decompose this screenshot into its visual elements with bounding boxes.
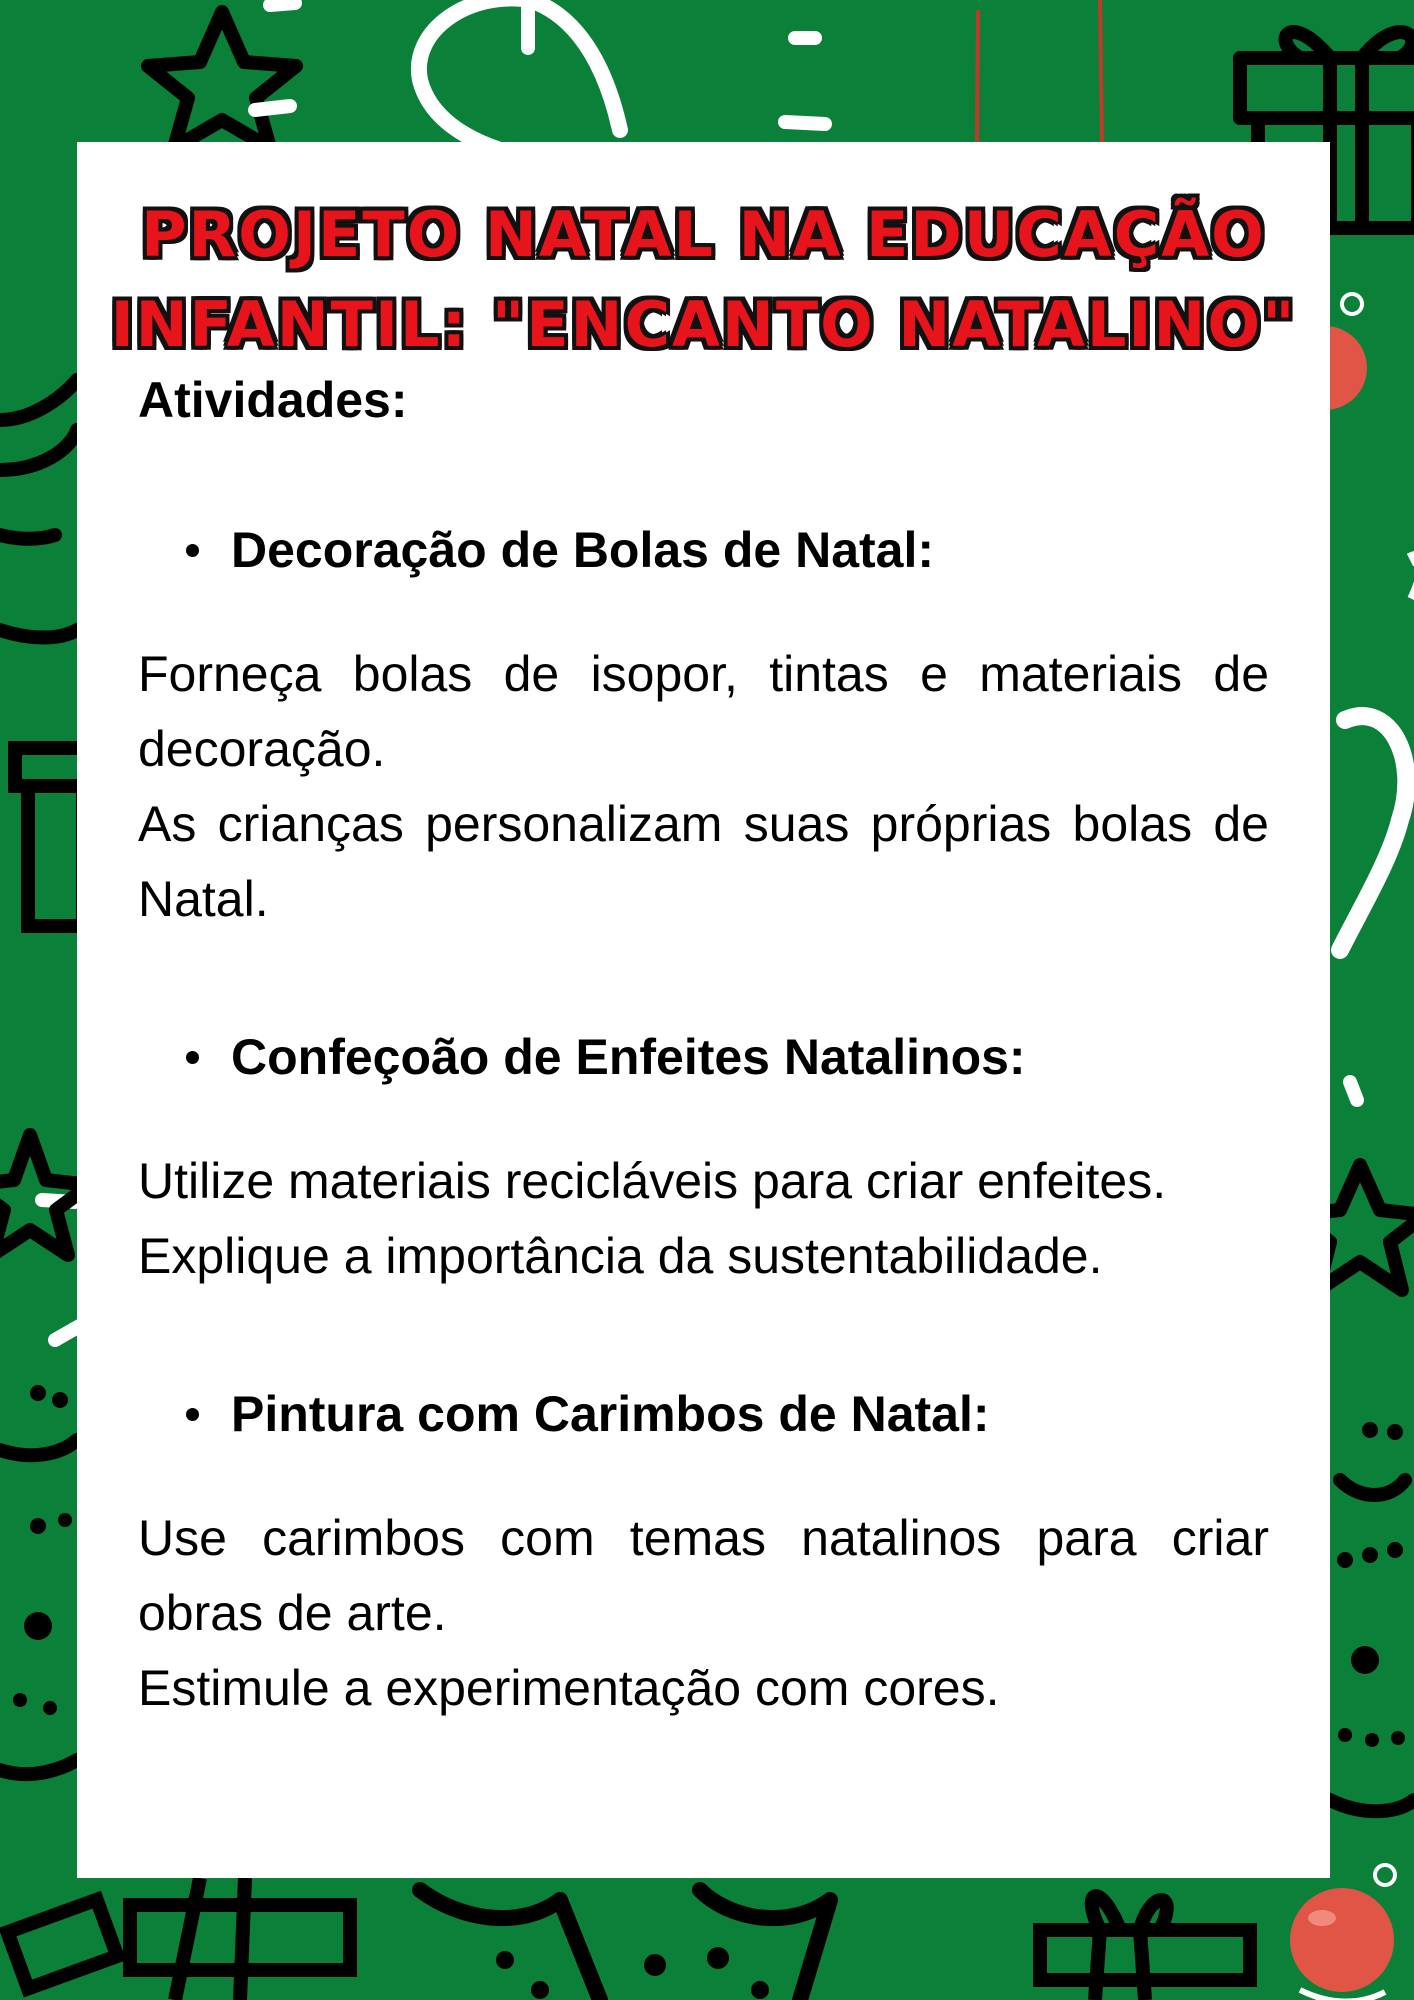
title-line-2: INFANTIL: "ENCANTO NATALINO" bbox=[110, 288, 1297, 361]
activity-description bbox=[138, 637, 1269, 937]
description-line: Forneça bolas de isopor, tintas e materiais de decoração. bbox=[138, 646, 1269, 777]
description-line: Explique a importância da sustentabilidade. bbox=[138, 1228, 1103, 1284]
gift-icon bbox=[15, 748, 85, 926]
description-line: As crianças personalizam suas próprias bolas de Natal. bbox=[138, 796, 1269, 927]
activity-description bbox=[138, 1144, 1269, 1294]
bullet-icon bbox=[186, 544, 199, 557]
heart-icon bbox=[1340, 716, 1406, 950]
activity-title: Decoração de Bolas de Natal: bbox=[138, 520, 1269, 580]
activity-title: Pintura com Carimbos de Natal: bbox=[138, 1384, 1269, 1444]
page-title bbox=[77, 190, 1330, 370]
bullet-icon bbox=[186, 1051, 199, 1064]
gift-icon bbox=[7, 1878, 350, 2000]
description-line: Utilize materiais recicláveis para criar enfeites. bbox=[138, 1153, 1167, 1209]
content-card bbox=[77, 142, 1330, 1878]
activities-section bbox=[138, 370, 1269, 1726]
activity-item bbox=[138, 520, 1269, 937]
activity-description bbox=[138, 1501, 1269, 1726]
activity-item bbox=[138, 1384, 1269, 1726]
description-line: Estimule a experimentação com cores. bbox=[138, 1660, 1000, 1716]
heart-icon bbox=[419, 0, 620, 150]
section-heading: Atividades: bbox=[138, 372, 408, 428]
description-line: Use carimbos com temas natalinos para criar obras de arte. bbox=[138, 1510, 1269, 1641]
christmas-tree-icon bbox=[420, 1890, 830, 2000]
activity-title: Confeçoão de Enfeites Natalinos: bbox=[138, 1027, 1269, 1087]
activity-item bbox=[138, 1027, 1269, 1294]
title-line-1: PROJETO NATAL NA EDUCAÇÃO bbox=[141, 198, 1266, 271]
gift-icon bbox=[1040, 1896, 1250, 2000]
bullet-icon bbox=[186, 1408, 199, 1421]
star-icon bbox=[148, 12, 296, 148]
ornament-ball-icon bbox=[1290, 1865, 1395, 2000]
